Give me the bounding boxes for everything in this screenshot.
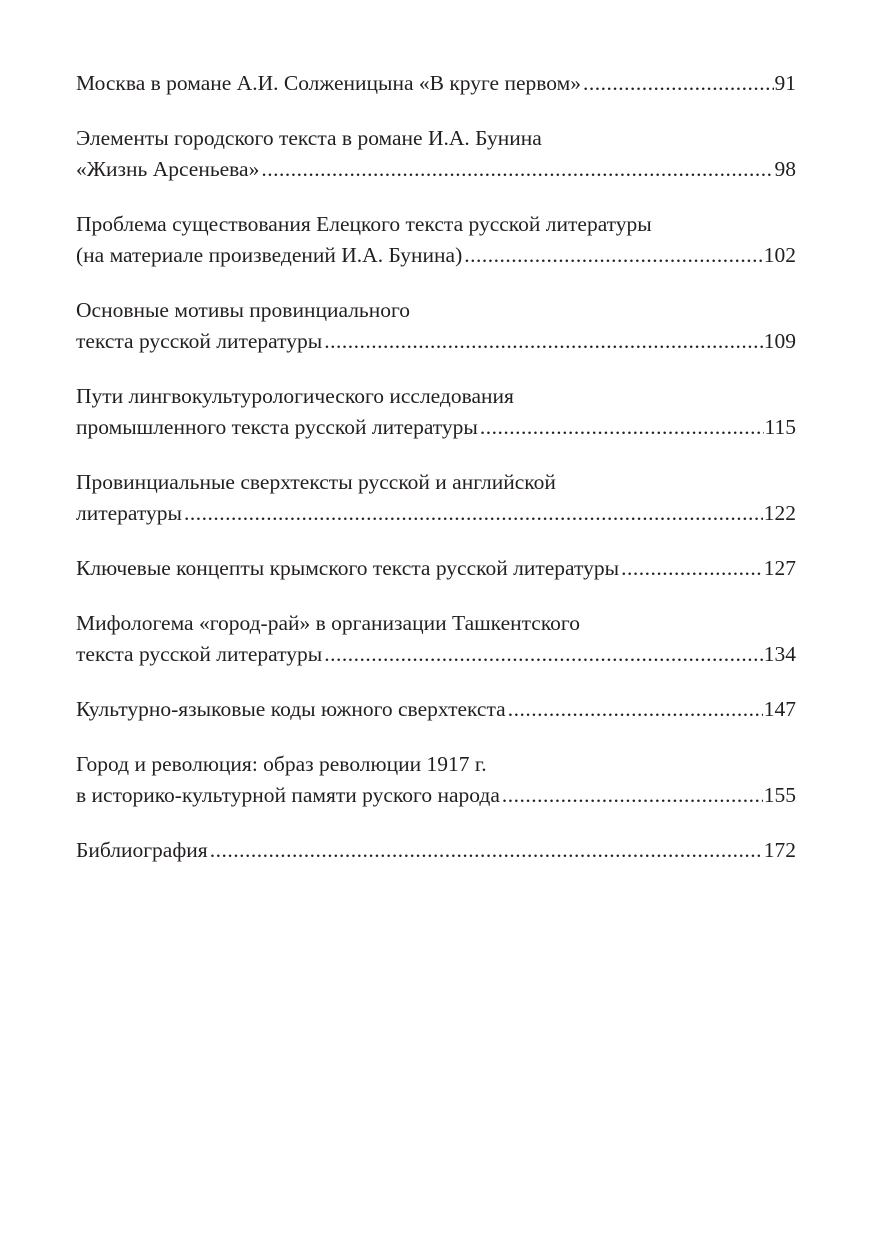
- toc-entry-title: Ключевые концепты крымского текста русской литературы: [76, 556, 620, 580]
- toc-page-number: 115: [764, 415, 796, 439]
- toc-entry: [76, 68, 796, 99]
- toc-page-number: 155: [763, 783, 796, 807]
- toc-entry-title-line: Провинциальные сверхтексты русской и английской: [76, 470, 556, 494]
- dot-leader: [508, 694, 763, 725]
- toc-page-number: 91: [774, 71, 796, 95]
- toc-page-number: 102: [763, 243, 796, 267]
- dot-leader: [184, 498, 763, 529]
- toc-entry-final-line: [76, 780, 796, 811]
- dot-leader: [261, 154, 773, 185]
- dot-leader: [324, 639, 763, 670]
- dot-leader: [480, 412, 764, 443]
- toc-entry-final-line: [76, 68, 796, 99]
- toc-page-number: 127: [763, 556, 796, 580]
- toc-entry: [76, 381, 796, 443]
- toc-entry-final-line: [76, 412, 796, 443]
- toc-entry-final-line: [76, 498, 796, 529]
- toc-entry-title: Библиография: [76, 838, 208, 862]
- toc-entry-final-line: [76, 553, 796, 584]
- toc-entry-title: (на материале произведений И.А. Бунина): [76, 243, 463, 267]
- toc-entry-title: Москва в романе А.И. Солженицына «В круге первом»: [76, 71, 581, 95]
- toc-page-number: 147: [763, 697, 796, 721]
- toc-entry-title: в историко-культурной памяти руского народа: [76, 783, 500, 807]
- toc-page-number: 122: [763, 501, 796, 525]
- toc-entry-title-line: Мифологема «город-рай» в организации Ташкентского: [76, 611, 580, 635]
- dot-leader: [210, 835, 763, 866]
- toc-page-number: 172: [763, 838, 796, 862]
- toc-entry: [76, 749, 796, 811]
- toc-entry: [76, 209, 796, 271]
- toc-page-number: 98: [774, 157, 796, 181]
- toc-entry-title: «Жизнь Арсеньева»: [76, 157, 260, 181]
- toc-page-number: 134: [763, 642, 796, 666]
- toc-entry-title-line: Город и революция: образ революции 1917 г.: [76, 752, 487, 776]
- toc-entry-final-line: [76, 694, 796, 725]
- toc-entry-title: промышленного текста русской литературы: [76, 415, 478, 439]
- toc-entry-final-line: [76, 639, 796, 670]
- toc-page-number: 109: [763, 329, 796, 353]
- dot-leader: [621, 553, 763, 584]
- toc-entry: [76, 694, 796, 725]
- toc-entry: [76, 295, 796, 357]
- toc-entry-title-line: Проблема существования Елецкого текста русской литературы: [76, 212, 652, 236]
- toc-entry: [76, 608, 796, 670]
- dot-leader: [583, 68, 774, 99]
- toc-entry-final-line: [76, 154, 796, 185]
- dot-leader: [502, 780, 763, 811]
- toc-entry-final-line: [76, 835, 796, 866]
- toc-entry: [76, 467, 796, 529]
- toc-entry: [76, 835, 796, 866]
- toc-entry-title-line: Пути лингвокультурологического исследования: [76, 384, 514, 408]
- dot-leader: [464, 240, 763, 271]
- toc-entry-title: текста русской литературы: [76, 642, 323, 666]
- toc-entry-title: литературы: [76, 501, 182, 525]
- toc-entry-final-line: [76, 240, 796, 271]
- dot-leader: [324, 326, 763, 357]
- toc-entry: [76, 123, 796, 185]
- toc-entry-final-line: [76, 326, 796, 357]
- toc-entry-title-line: Элементы городского текста в романе И.А. Бунина: [76, 126, 542, 150]
- table-of-contents: [76, 68, 796, 890]
- toc-entry-title: текста русской литературы: [76, 329, 323, 353]
- toc-entry-title-line: Основные мотивы провинциального: [76, 298, 411, 322]
- toc-entry-title: Культурно-языковые коды южного сверхтекста: [76, 697, 506, 721]
- toc-entry: [76, 553, 796, 584]
